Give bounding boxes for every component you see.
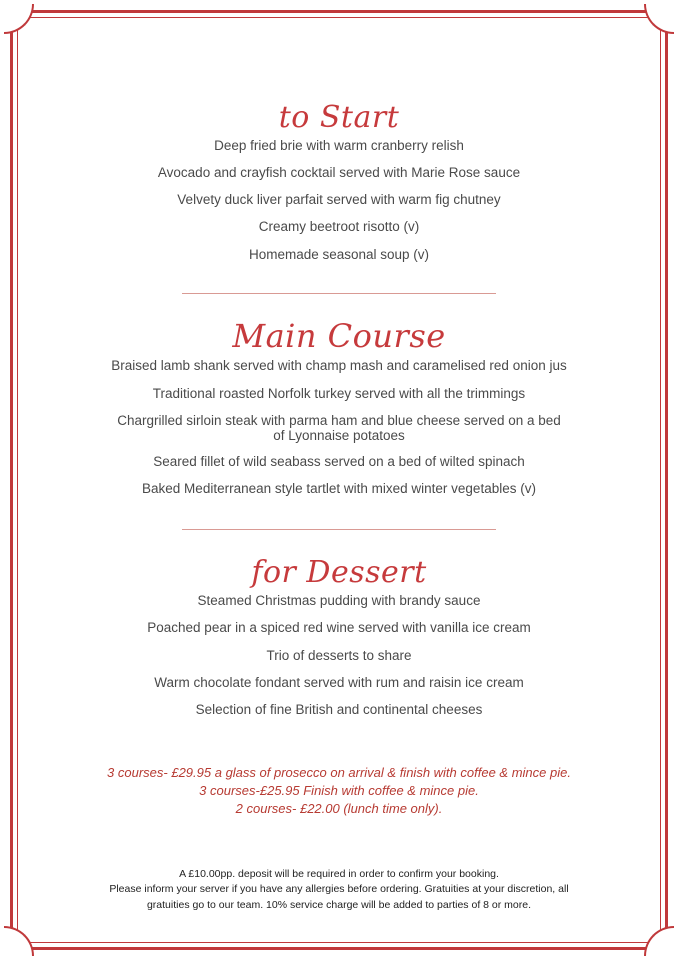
- main-item: Chargrilled sirloin steak with parma ham and blue cheese served on a bed of Lyonnaise potatoes: [117, 413, 561, 443]
- main-item: Baked Mediterranean style tartlet with mixed winter vegetables (v): [142, 481, 536, 496]
- starter-item: Homemade seasonal soup (v): [248, 247, 430, 262]
- starter-item: Deep fried brie with warm cranberry relish: [214, 138, 464, 153]
- dessert-item: Steamed Christmas pudding with brandy sauce: [197, 593, 481, 608]
- main-item: Traditional roasted Norfolk turkey served with all the trimmings: [152, 386, 526, 401]
- starter-item: Creamy beetroot risotto (v): [258, 219, 420, 234]
- desserts-heading: for Dessert: [251, 555, 427, 590]
- dessert-item: Trio of desserts to share: [266, 648, 412, 663]
- deposit-note: A £10.00pp. deposit will be required in order to confirm your booking.: [179, 868, 499, 880]
- allergy-note: Please inform your server if you have any allergies before ordering. Gratuities at your discretion, all gratuities go to our team. 10% service charge will be added to parties of 8 or more.: [109, 883, 569, 911]
- dessert-item: Poached pear in a spiced red wine served with vanilla ice cream: [147, 620, 531, 635]
- price-option: 2 courses- £22.00 (lunch time only).: [235, 801, 443, 816]
- main-item: Seared fillet of wild seabass served on a bed of wilted spinach: [153, 454, 525, 469]
- section-divider: [182, 293, 496, 294]
- starters-heading: to Start: [278, 100, 400, 135]
- dessert-item: Warm chocolate fondant served with rum and raisin ice cream: [154, 675, 524, 690]
- section-divider: [182, 529, 496, 530]
- price-option: 3 courses- £29.95 a glass of prosecco on arrival & finish with coffee & mince pie.: [107, 765, 571, 780]
- price-option: 3 courses-£25.95 Finish with coffee & mince pie.: [199, 783, 479, 798]
- dessert-item: Selection of fine British and continental cheeses: [195, 702, 483, 717]
- starter-item: Avocado and crayfish cocktail served with Marie Rose sauce: [157, 165, 521, 180]
- main-item: Braised lamb shank served with champ mash and caramelised red onion jus: [111, 358, 567, 373]
- starter-item: Velvety duck liver parfait served with warm fig chutney: [177, 192, 501, 207]
- mains-heading: Main Course: [232, 317, 446, 355]
